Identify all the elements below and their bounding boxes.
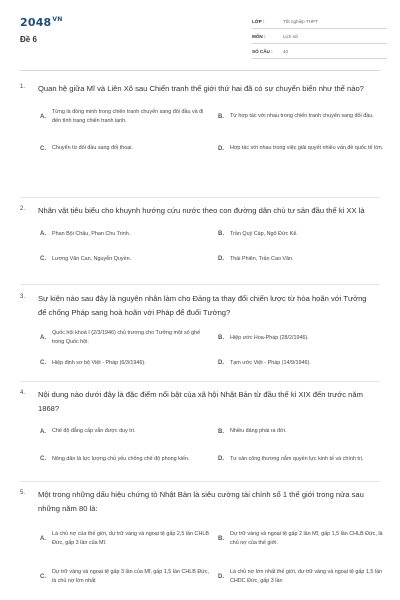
option-text: Là chủ nợ của thế giới, dự trữ vàng và ngoại tệ gấp 2,5 lần CHLB Đức, gấp 3 lần của Mĩ.: [52, 531, 209, 546]
meta-row-class: [252, 14, 387, 29]
option-text: Dự trữ vàng và ngoại tệ gấp 2 lần Mĩ, gấp 1,5 lần CHLB Đức, là chủ nợ của thế giới.: [230, 531, 383, 546]
option-text: Nhiều đảng phái ra đời.: [230, 428, 287, 435]
option-letter: D.: [218, 145, 224, 152]
option-text: Từng là đồng minh trong chiến tranh chuyển sang đối đầu và đi đến tình trạng chiến tranh lạnh.: [52, 108, 204, 124]
answer-options: [20, 323, 380, 373]
question-divider: [20, 381, 380, 382]
answer-option-a[interactable]: [40, 419, 212, 444]
meta-row-subject: [252, 29, 387, 44]
meta-value: Tốt nghiệp THPT: [283, 18, 318, 24]
question-divider: [20, 481, 380, 482]
question-text: Một trong những dấu hiệu chứng tỏ Nhật Bản là siêu cường tài chính số 1 thế giới trong nửa sau những năm 80 là:: [38, 490, 364, 513]
answer-option-b[interactable]: [218, 222, 390, 247]
answer-option-a[interactable]: [40, 100, 212, 134]
logo-text: 2048: [20, 16, 52, 29]
question-number: 4.: [20, 390, 26, 396]
answer-options: [20, 419, 380, 474]
answer-option-d[interactable]: [218, 353, 390, 373]
question-text: Nội dung nào dưới đây là đặc điểm nổi bật của xã hội Nhật Bản từ đầu thế kỉ XIX đến trước năm 1868?: [38, 390, 363, 413]
option-text: Chuyển từ đối đầu sang đối thoại.: [52, 145, 133, 152]
option-letter: C.: [40, 360, 46, 366]
option-letter: A.: [40, 428, 46, 435]
answer-option-c[interactable]: [40, 353, 212, 373]
question-number: 3.: [20, 294, 26, 300]
meta-label: SỐ CÂU :: [252, 48, 273, 54]
meta-label: LỚP :: [252, 18, 265, 24]
option-letter: C.: [40, 574, 46, 580]
answer-option-a[interactable]: [40, 519, 212, 559]
option-letter: B.: [218, 428, 224, 435]
meta-label: MÔN :: [252, 33, 266, 39]
option-text: Tạm ước Việt - Pháp (14/9/1946).: [230, 359, 311, 366]
exam-header: [0, 0, 400, 70]
option-text: Chế độ đẳng cấp vẫn được duy trì.: [52, 428, 136, 435]
option-text: Phan Bội Châu, Phan Chu Trinh.: [52, 230, 131, 237]
question-divider: [20, 197, 380, 198]
option-letter: D.: [218, 256, 224, 262]
option-text: Quốc hội khoá I (2/3/1946) chủ trương cho Tưởng một số ghế trong Quốc hội.: [52, 330, 201, 345]
option-text: Thái Phiên, Trần Cao Vân.: [230, 255, 294, 262]
option-text: Hiệp định sơ bộ Việt - Pháp (6/3/1946).: [52, 359, 146, 366]
question-number: 2.: [20, 206, 26, 212]
answer-option-d[interactable]: [218, 247, 390, 272]
question-number: 5.: [20, 490, 26, 496]
answer-option-d[interactable]: [218, 444, 390, 474]
exam-title: Đề 6: [20, 35, 37, 44]
option-letter: D.: [218, 574, 224, 580]
option-letter: A.: [40, 113, 46, 120]
answer-option-d[interactable]: [218, 559, 390, 595]
option-letter: B.: [218, 335, 224, 341]
option-letter: C.: [40, 145, 46, 152]
answer-option-c[interactable]: [40, 134, 212, 164]
option-text: Hiệp ước Hoa-Pháp (28/2/1946).: [230, 334, 309, 341]
option-letter: D.: [218, 360, 224, 366]
question-text: Sự kiện nào sau đây là nguyên nhân làm cho Đảng ta thay đổi chiến lược từ hòa hoãn với Tưởng để chống Pháp sang hoà hoãn với Pháp để đuổi Tưởng?: [38, 294, 367, 317]
option-letter: C.: [40, 256, 46, 262]
question-3: [20, 292, 380, 373]
answer-option-b[interactable]: [218, 519, 390, 559]
question-2: [20, 204, 380, 272]
option-text: Từ hợp tác với nhau trong chiến tranh chuyển sang đối đầu.: [230, 113, 374, 120]
option-text: Dự trữ vàng và ngoại tệ gấp 3 lần của Mĩ, gấp 1,5 lần CHLB Đức, là chủ nợ lớn nhất: [52, 569, 210, 584]
question-number: 1.: [20, 84, 26, 90]
answer-option-a[interactable]: [40, 222, 212, 247]
option-letter: B.: [218, 113, 224, 120]
meta-value: Lịch sử: [283, 33, 299, 39]
logo-suffix: VN: [52, 16, 63, 23]
option-letter: B.: [218, 231, 224, 237]
exam-meta: [252, 14, 387, 59]
option-text: Nông dân là lực lượng chủ yếu chống chế độ phong kiến.: [52, 455, 190, 462]
option-text: Lương Văn Can, Nguyễn Quyền.: [52, 255, 132, 262]
question-5: [20, 488, 383, 595]
question-1: [20, 82, 384, 164]
answer-option-d[interactable]: [218, 134, 390, 164]
meta-value: 40: [283, 48, 289, 54]
answer-option-b[interactable]: [218, 419, 390, 444]
site-logo[interactable]: [20, 16, 63, 29]
answer-option-c[interactable]: [40, 247, 212, 272]
question-text: Nhân vật tiêu biểu cho khuynh hướng cứu nước theo con đường dân chủ tư sản đầu thế kỉ XX là: [38, 206, 365, 215]
answer-option-a[interactable]: [40, 323, 212, 353]
option-letter: C.: [40, 456, 46, 462]
answer-option-c[interactable]: [40, 444, 212, 474]
option-letter: D.: [218, 456, 224, 462]
header-divider: [20, 70, 380, 71]
answer-option-b[interactable]: [218, 100, 390, 134]
option-letter: A.: [40, 335, 46, 341]
meta-row-question-count: [252, 44, 387, 59]
option-text: Tư sản công thương nắm quyền lực kinh tế và chính trị.: [230, 455, 364, 462]
answer-options: [20, 222, 380, 272]
answer-options: [20, 100, 384, 164]
option-text: Là chủ nợ lớn nhất thế giới, dự trữ vàng và ngoại tệ gấp 1,5 lần CHDC Đức, gấp 3 lần: [230, 569, 383, 584]
option-text: Hợp tác với nhau trong việc giải quyết nhiều vấn đề quốc tế lớn.: [230, 145, 384, 152]
option-text: Trần Quý Cáp, Ngô Đức Kế.: [230, 230, 298, 237]
option-letter: B.: [218, 536, 224, 542]
answer-options: [20, 519, 383, 595]
question-text: Quan hệ giữa Mĩ và Liên Xô sau Chiến tranh thế giới thứ hai đã có sự chuyển biến như thế nào?: [38, 84, 364, 93]
option-letter: A.: [40, 536, 46, 542]
question-4: [20, 388, 380, 474]
question-divider: [20, 284, 380, 285]
answer-option-b[interactable]: [218, 323, 390, 353]
answer-option-c[interactable]: [40, 559, 212, 595]
option-letter: A.: [40, 231, 46, 237]
